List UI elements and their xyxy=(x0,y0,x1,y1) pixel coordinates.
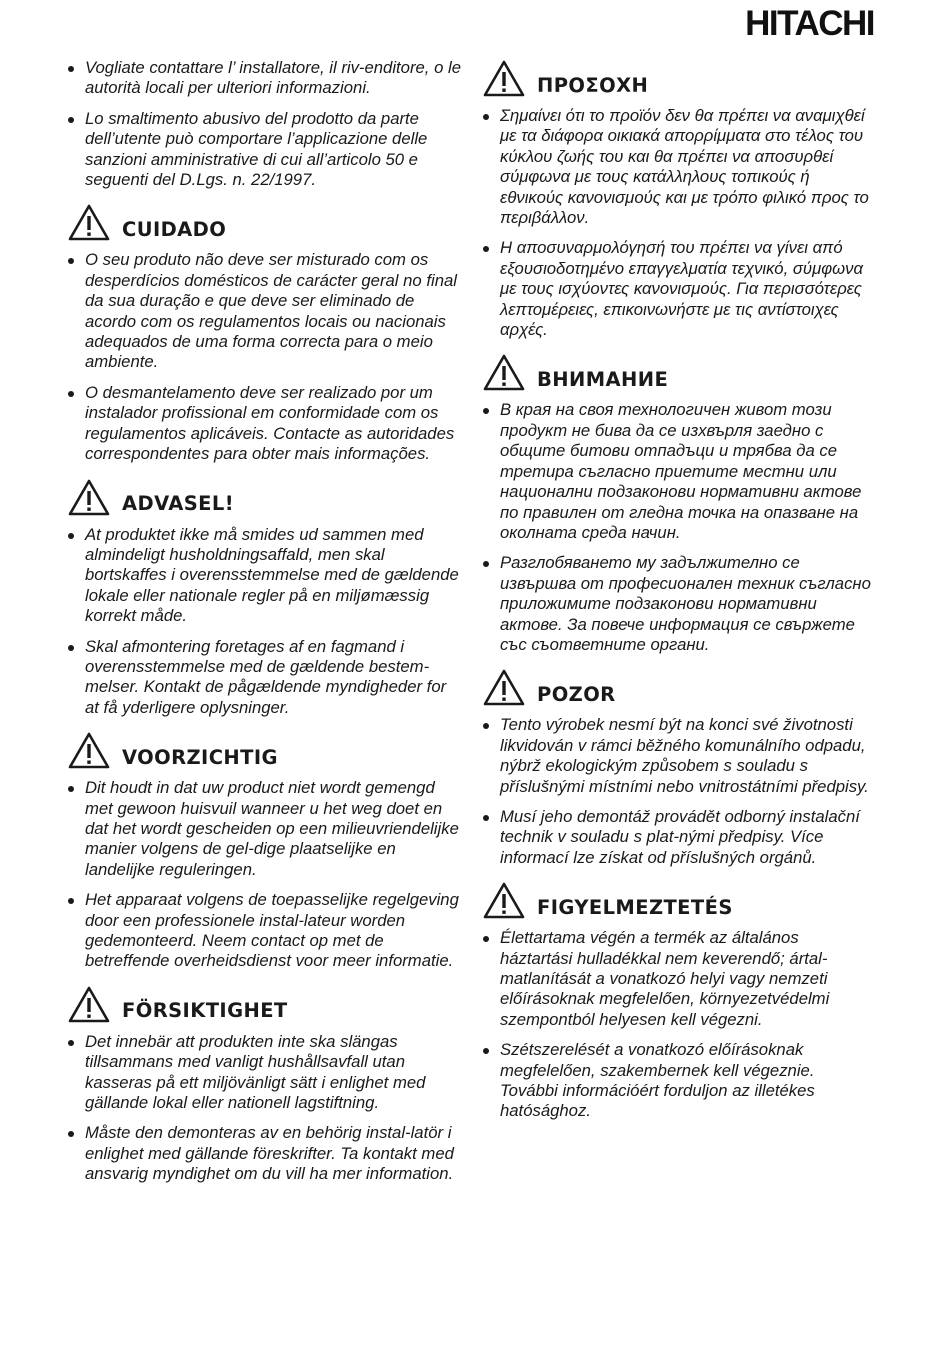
section-heading xyxy=(68,732,463,770)
section-list xyxy=(483,928,875,1122)
warning-triangle-icon xyxy=(68,732,110,770)
section-list xyxy=(483,715,875,868)
warning-triangle-icon xyxy=(68,204,110,242)
list-item: Разглобяването му задължително се извършва от професионален техник съгласно приложимите подзаконови нормативни актове. За повече информация се свържете със съответните органи. xyxy=(483,553,875,655)
list-item: Σημαίνει ότι το προϊόν δεν θα πρέπει να αναμιχθεί με τα διάφορα οικιακά απορρίμματα στο τέλος του κύκλου ζωής του και θα πρέπει να αποσυρθεί σύμφωνα με τους κατάλληλους τοπικούς ή εθνικούς κανονισμούς και με τρόπο φιλικό προς το περιβάλλον. xyxy=(483,106,875,228)
section-list xyxy=(483,400,875,655)
section-title: FÖRSIKTIGHET xyxy=(122,999,288,1023)
list-item: Szétszerelését a vonatkozó előírásoknak megfelelően, szakembernek kell végeznie. További információért forduljon az illetékes hatósághoz. xyxy=(483,1040,875,1122)
warning-triangle-icon xyxy=(68,479,110,517)
left-column xyxy=(68,58,463,1195)
hitachi-logo: HITACHI xyxy=(745,4,874,43)
section-heading xyxy=(68,204,463,242)
section-heading xyxy=(483,882,875,920)
section-list xyxy=(68,778,463,972)
intro-list xyxy=(68,58,463,190)
list-item: Musí jeho demontáž provádět odborný instalační technik v souladu s plat-nými předpisy. Více informací lze získat od příslušných orgánů. xyxy=(483,807,875,868)
section-list xyxy=(68,1032,463,1185)
list-item: Élettartama végén a termék az általános háztartási hulladékkal nem keverendő; ártal-matlanítását a vonatkozó helyi vagy nemzeti előírásoknak megfelelően, környezetvédelmi szempontból helyesen kell végezni. xyxy=(483,928,875,1030)
section-list xyxy=(68,525,463,719)
list-item: Vogliate contattare l’ installatore, il riv-enditore, o le autorità locali per ulteriori informazioni. xyxy=(68,58,463,99)
warning-triangle-icon xyxy=(483,60,525,98)
list-item: Tento výrobek nesmí být na konci své životnosti likvidován v rámci běžného komunálního odpadu, nýbrž ekologickým způsobem s souladu s příslušnými místními nebo vnitrostátními předpisy. xyxy=(483,715,875,797)
list-item: Skal afmontering foretages af en fagmand i overensstemmelse med de gældende bestem-melser. Kontakt de pågældende myndigheder for at få yderligere oplysninger. xyxy=(68,637,463,719)
section-heading xyxy=(68,479,463,517)
list-item: Het apparaat volgens de toepasselijke regelgeving door een professionele instal-lateur worden gedemonteerd. Neem contact op met de betreffende overheidsdienst voor meer informatie. xyxy=(68,890,463,972)
section-title: ΠΡΟΣΟΧΗ xyxy=(537,73,649,97)
right-column xyxy=(483,58,875,1132)
warning-triangle-icon xyxy=(483,354,525,392)
section-heading xyxy=(483,354,875,392)
section-title: ВНИМАНИЕ xyxy=(537,367,669,391)
section-heading xyxy=(68,986,463,1024)
section-list xyxy=(68,250,463,464)
list-item: В края на своя технологичен живот този продукт не бива да се изхвърля заедно с общите битови отпадъци и трябва да се третира съгласно приетите местни или национални подзаконови нормативни актове по правилен от гледна точка на опазване на околната среда начин. xyxy=(483,400,875,543)
section-title: FIGYELMEZTETÉS xyxy=(537,895,733,919)
list-item: Lo smaltimento abusivo del prodotto da parte dell’utente può comportare l’applicazione delle sanzioni amministrative di cui all’articolo 50 e seguenti del D.Lgs. n. 22/1997. xyxy=(68,109,463,191)
list-item: Måste den demonteras av en behörig instal-latör i enlighet med gällande föreskrifter. Ta kontakt med ansvarig myndighet om du vill ha mer information. xyxy=(68,1123,463,1184)
warning-triangle-icon xyxy=(483,669,525,707)
list-item: Dit houdt in dat uw product niet wordt gemengd met gewoon huisvuil wanneer u het weg doet en dat het wordt gescheiden op een milieuvriendelijke manier volgens de gel-dige plaatselijke en landelijke reguleringen. xyxy=(68,778,463,880)
section-title: CUIDADO xyxy=(122,217,227,241)
warning-triangle-icon xyxy=(483,882,525,920)
section-title: ADVASEL! xyxy=(122,492,235,515)
section-list xyxy=(483,106,875,340)
list-item: O desmantelamento deve ser realizado por um instalador profissional em conformidade com os regulamentos aplicáveis. Contacte as autoridades correspondentes para obter mais informações. xyxy=(68,383,463,465)
list-item: At produktet ikke må smides ud sammen med almindeligt husholdningsaffald, men skal bortskaffes i overensstemmelse med de gældende lokale eller nationale regler på en miljømæssig korrekt måde. xyxy=(68,525,463,627)
section-heading xyxy=(483,60,875,98)
list-item: O seu produto não deve ser misturado com os desperdícios domésticos de carácter geral no final da sua duração e que deve ser eliminado de acordo com os regulamentos locais ou nacionais adequados de uma forma correcta para o meio ambiente. xyxy=(68,250,463,372)
list-item: Η αποσυναρμολόγησή του πρέπει να γίνει από εξουσιοδοτημένο επαγγελματία τεχνικό, σύμφωνα με τους ισχύοντες κανονισμούς. Για περισσότερες λεπτομέρειες, επικοινωνήστε με τις αντίστοιχες αρχές. xyxy=(483,238,875,340)
section-title: VOORZICHTIG xyxy=(122,745,278,769)
list-item: Det innebär att produkten inte ska slängas tillsammans med vanligt hushållsavfall utan kasseras på ett miljövänligt sätt i enlighet med gällande lokal eller nationell lagstiftning. xyxy=(68,1032,463,1114)
warning-triangle-icon xyxy=(68,986,110,1024)
section-heading xyxy=(483,669,875,707)
section-title: POZOR xyxy=(537,682,616,706)
